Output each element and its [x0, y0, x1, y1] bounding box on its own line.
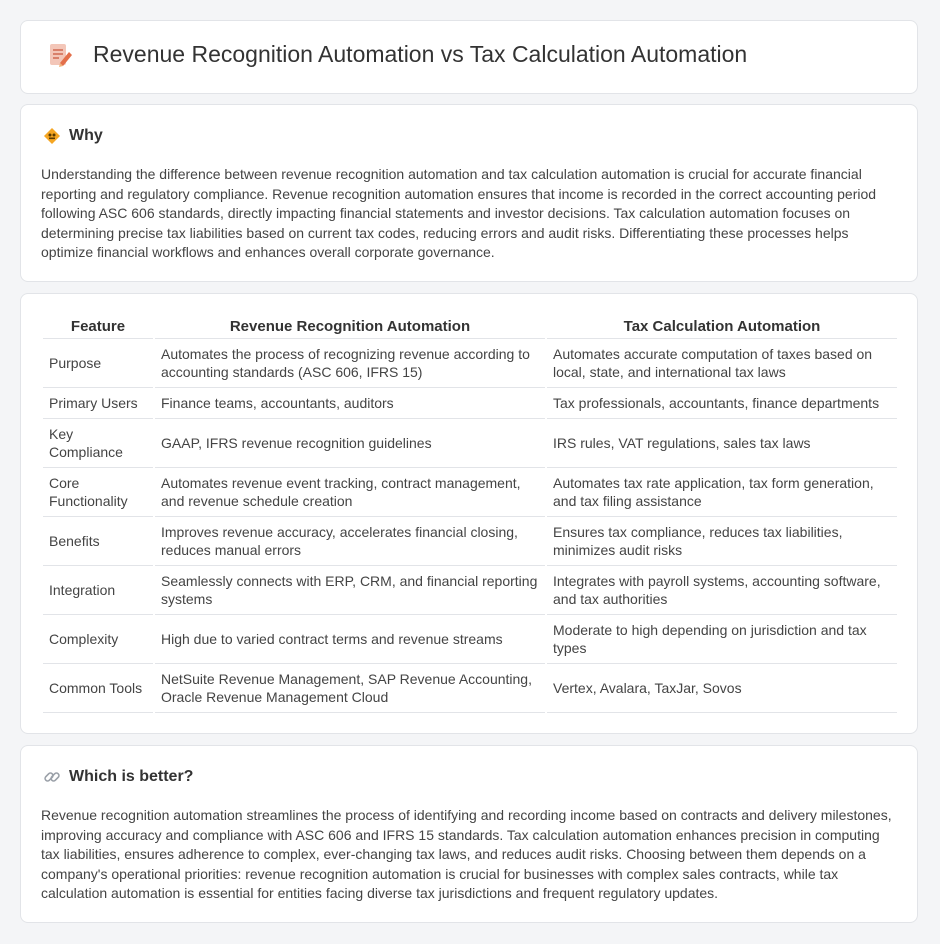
comparison-table-card [20, 293, 918, 734]
feature-cell: Complexity [43, 615, 153, 664]
header-feature: Feature [43, 314, 153, 339]
table-row [43, 468, 897, 517]
tax-cell: Automates accurate computation of taxes based on local, state, and international tax laws [547, 339, 897, 388]
revenue-cell: High due to varied contract terms and revenue streams [155, 615, 545, 664]
tax-cell: IRS rules, VAT regulations, sales tax laws [547, 419, 897, 468]
tax-cell: Vertex, Avalara, TaxJar, Sovos [547, 664, 897, 713]
which-is-better-section [20, 745, 918, 923]
why-body: Understanding the difference between revenue recognition automation and tax calculation automation is crucial for accurate financial reporting and regulatory compliance. Revenue recognition automation ensures that income is recorded in the correct accounting period following ASC 606 standards, directly impacting financial statements and investor decisions. Tax calculation automation focuses on determining precise tax liabilities based on current tax codes, reducing errors and audit risks. Differentiating these processes helps optimize financial workflows and enhances overall corporate governance. [41, 166, 877, 260]
revenue-cell: Finance teams, accountants, auditors [155, 388, 545, 419]
header-revenue: Revenue Recognition Automation [155, 314, 545, 339]
table-row [43, 517, 897, 566]
feature-cell: Key Compliance [43, 419, 153, 468]
link-icon [43, 768, 61, 786]
document-edit-icon [47, 42, 73, 68]
revenue-cell: Improves revenue accuracy, accelerates financial closing, reduces manual errors [155, 517, 545, 566]
feature-cell: Primary Users [43, 388, 153, 419]
tax-cell: Ensures tax compliance, reduces tax liabilities, minimizes audit risks [547, 517, 897, 566]
comparison-table [41, 314, 899, 713]
table-row [43, 664, 897, 713]
table-row [43, 615, 897, 664]
table-header-row [43, 314, 897, 339]
diamond-sign-icon [43, 127, 61, 145]
tax-cell: Moderate to high depending on jurisdiction and tax types [547, 615, 897, 664]
why-section [20, 104, 918, 282]
why-title: Why [69, 127, 103, 144]
table-row [43, 419, 897, 468]
tax-cell: Automates tax rate application, tax form generation, and tax filing assistance [547, 468, 897, 517]
revenue-cell: Automates the process of recognizing revenue according to accounting standards (ASC 606, IFRS 15) [155, 339, 545, 388]
table-row [43, 339, 897, 388]
better-title: Which is better? [69, 768, 194, 785]
feature-cell: Purpose [43, 339, 153, 388]
tax-cell: Tax professionals, accountants, finance departments [547, 388, 897, 419]
revenue-cell: Seamlessly connects with ERP, CRM, and financial reporting systems [155, 566, 545, 615]
revenue-cell: Automates revenue event tracking, contract management, and revenue schedule creation [155, 468, 545, 517]
page-title: Revenue Recognition Automation vs Tax Calculation Automation [93, 41, 748, 67]
better-body: Revenue recognition automation streamlines the process of identifying and recording income based on contracts and delivery milestones, improving accuracy and compliance with ASC 606 and IFRS 15 standards. Tax calculation automation enhances precision in computing tax liabilities, ensures adherence to complex, ever-changing tax laws, and reduces audit risks. Choosing between them depends on a company's operational priorities: revenue recognition automation is crucial for businesses with complex sales contracts, while tax calculation automation is essential for entities facing diverse tax jurisdictions and frequent regulatory updates. [41, 807, 892, 901]
header-tax: Tax Calculation Automation [547, 314, 897, 339]
feature-cell: Benefits [43, 517, 153, 566]
feature-cell: Integration [43, 566, 153, 615]
feature-cell: Core Functionality [43, 468, 153, 517]
table-row [43, 566, 897, 615]
revenue-cell: GAAP, IFRS revenue recognition guidelines [155, 419, 545, 468]
header-card [20, 20, 918, 94]
feature-cell: Common Tools [43, 664, 153, 713]
revenue-cell: NetSuite Revenue Management, SAP Revenue Accounting, Oracle Revenue Management Cloud [155, 664, 545, 713]
tax-cell: Integrates with payroll systems, accounting software, and tax authorities [547, 566, 897, 615]
table-row [43, 388, 897, 419]
